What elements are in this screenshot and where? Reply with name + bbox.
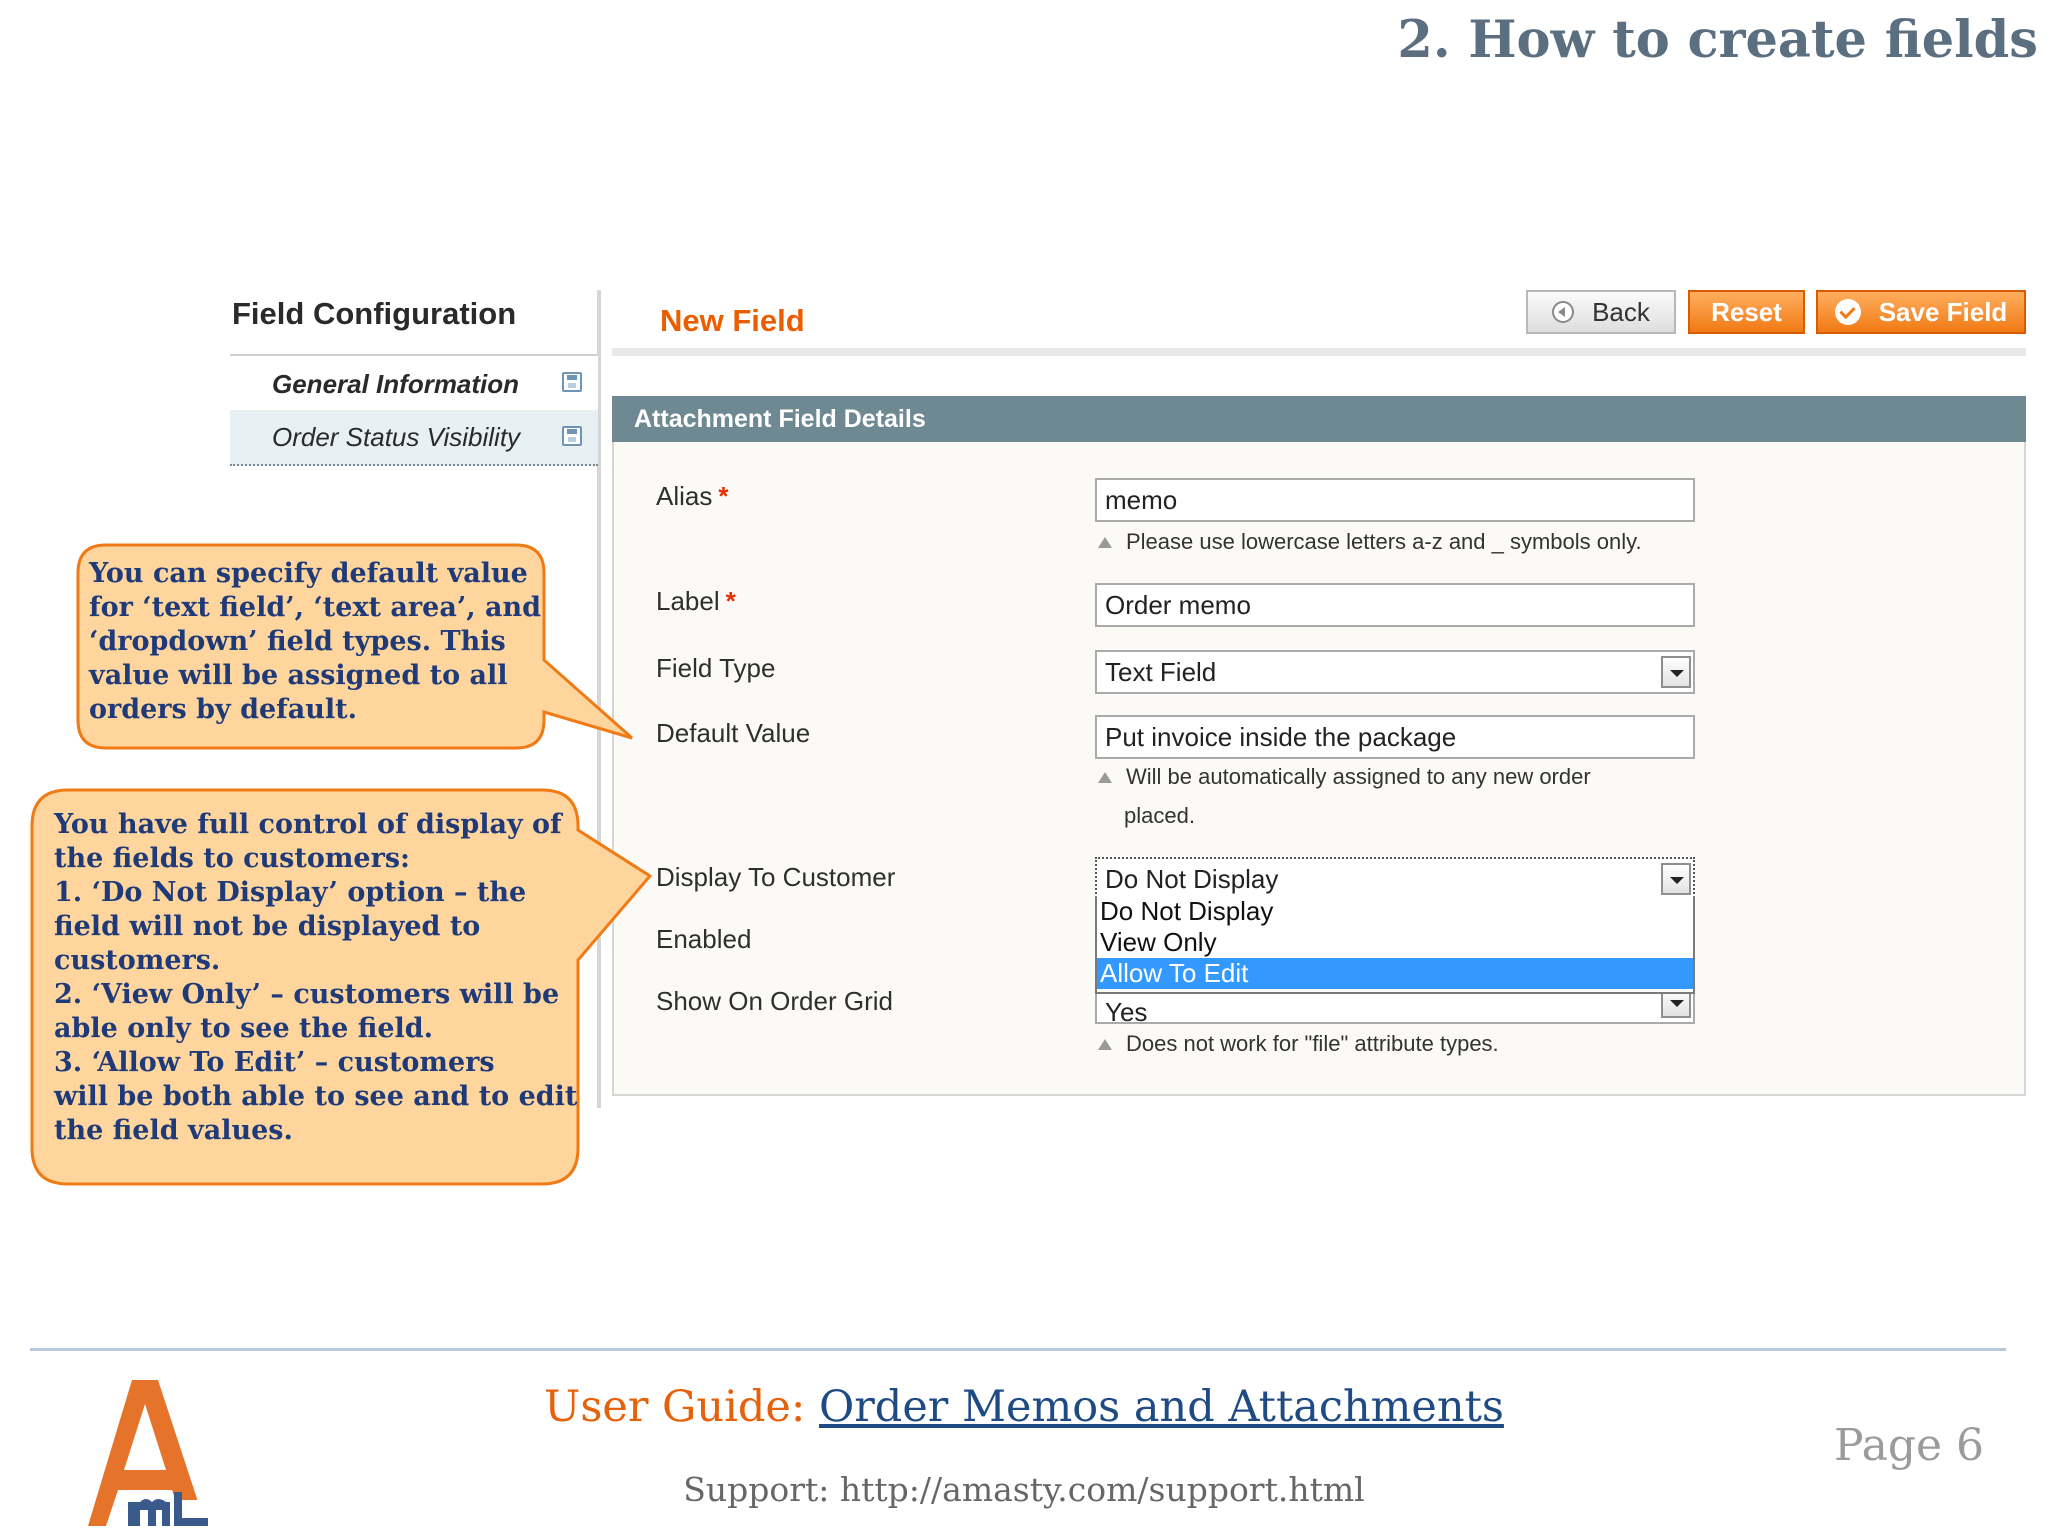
label-input[interactable]: Order memo (1095, 583, 1695, 627)
footer-support: Support: http://amasty.com/support.html (683, 1470, 1365, 1509)
label-label: Label * (656, 586, 736, 616)
footer-user-guide (0, 1382, 2048, 1432)
display-to-customer-label: Display To Customer (656, 862, 896, 892)
default-value-note-line2: placed. (1124, 803, 1195, 828)
default-value-input[interactable]: Put invoice inside the package (1095, 715, 1695, 759)
field-type-label: Field Type (656, 653, 776, 683)
save-button-label: Save Field (1878, 296, 2008, 327)
alias-input[interactable]: memo (1095, 478, 1695, 522)
field-type-value: Text Field (1105, 656, 1217, 687)
option-view-only[interactable]: View Only (1100, 927, 1217, 957)
footer-guide-link[interactable]: Order Memos and Attachments (818, 1382, 1504, 1432)
default-value-note-line1: Will be automatically assigned to any new order (1098, 758, 1591, 796)
display-to-customer-value: Do Not Display (1105, 863, 1279, 894)
field-configuration-title: Field Configuration (232, 296, 517, 331)
page-number: Page 6 (1833, 1420, 1984, 1471)
back-button-label: Back (1592, 296, 1650, 327)
callout-display-control: You have full control of display of the fields to customers: 1. ‘Do Not Display’ option – the field will not be displayed to customers. 2. ‘View Only’ – customers will be able only to see the field. 3. ‘Allow To Edit’ – customers will be both able to see and to edit the field values. (54, 809, 578, 1146)
required-marker: * (725, 586, 736, 616)
show-on-order-grid-value: Yes (1105, 997, 1148, 1027)
footer-divider (30, 1348, 2006, 1351)
enabled-label: Enabled (656, 924, 752, 954)
default-value-label: Default Value (656, 718, 811, 748)
fieldset-title: Attachment Field Details (634, 404, 926, 433)
show-on-order-grid-note: Does not work for "file" attribute types. (1098, 1025, 1499, 1063)
reset-button-label: Reset (1711, 296, 1782, 327)
required-marker: * (718, 481, 729, 511)
callout-default-value: You can specify default value for ‘text field’, ‘text area’, and ‘dropdown’ field types. This value will be assigned to all orders by default. (89, 558, 542, 725)
footer-guide-prefix: User Guide: (544, 1382, 806, 1432)
option-do-not-display[interactable]: Do Not Display (1100, 896, 1274, 926)
sidebar-item-label: General Information (272, 368, 520, 399)
alias-label: Alias * (656, 481, 729, 511)
alias-note: Please use lowercase letters a-z and _ symbols only. (1098, 523, 1642, 561)
page-title: 2. How to create fields (1397, 10, 2038, 70)
option-allow-to-edit[interactable]: Allow To Edit (1097, 958, 1693, 989)
sidebar-item-label: Order Status Visibility (272, 421, 521, 452)
show-on-order-grid-label: Show On Order Grid (656, 986, 893, 1016)
form-title: New Field (660, 303, 805, 338)
